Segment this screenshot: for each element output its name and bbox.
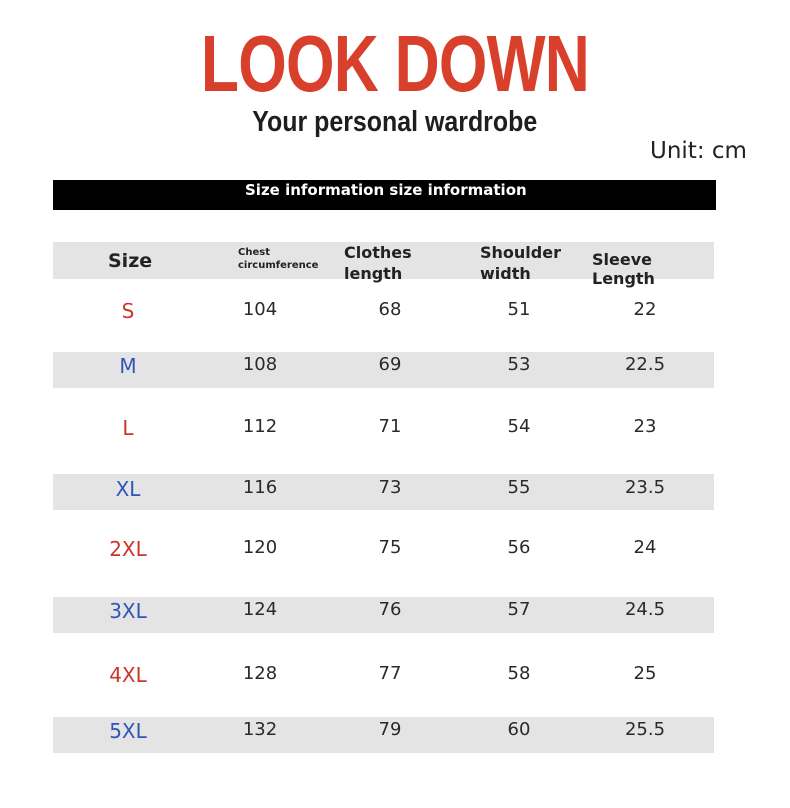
size-cell: XL [115,477,141,501]
brand-subtitle-text: Your personal wardrobe [252,106,538,138]
chest-cell: 124 [242,599,278,620]
header-length [344,242,412,284]
sleeve-cell: 23.5 [624,477,666,498]
size-cell: 4XL [109,663,147,687]
header-chest-line2: circumference [238,260,319,271]
shoulder-cell: 58 [507,663,531,684]
brand-title: LOOK DOWN [200,19,590,108]
header-shoulder-line2: width [480,264,531,283]
banner-text: Size information size information [245,181,527,199]
shoulder-cell: 56 [507,537,531,558]
size-cell: 2XL [109,537,147,561]
sleeve-cell: 25 [633,663,657,684]
chest-cell: 128 [242,663,278,684]
sleeve-cell: 22.5 [624,354,666,375]
sleeve-cell: 22 [633,299,657,320]
length-cell: 68 [378,299,402,320]
shoulder-cell: 57 [507,599,531,620]
table-row [53,597,714,633]
section-banner [53,180,716,210]
header-sleeve: Sleeve Length [592,250,655,288]
chest-cell: 108 [242,354,278,375]
header-length-line2: length [344,264,403,283]
shoulder-cell: 54 [507,416,531,437]
table-row [53,474,714,510]
brand-logo [0,19,790,108]
shoulder-cell: 55 [507,477,531,498]
table-row [53,352,714,388]
length-cell: 73 [378,477,402,498]
table-row [53,296,714,332]
size-cell: M [119,354,137,378]
header-chest [238,246,318,272]
table-header [53,242,714,288]
shoulder-cell: 53 [507,354,531,375]
unit-label: Unit: cm [650,138,747,164]
sleeve-cell: 24.5 [624,599,666,620]
chest-cell: 120 [242,537,278,558]
length-cell: 77 [378,663,402,684]
chest-cell: 104 [242,299,278,320]
size-cell: S [121,299,135,323]
sleeve-cell: 23 [633,416,657,437]
chest-cell: 112 [242,416,278,437]
header-length-line1: Clothes [344,243,412,262]
header-size: Size [108,250,153,272]
table-row [53,717,714,753]
length-cell: 71 [378,416,402,437]
header-shoulder [480,242,561,284]
size-cell: 3XL [109,599,147,623]
table-row [53,660,714,696]
length-cell: 75 [378,537,402,558]
sleeve-cell: 25.5 [624,719,666,740]
brand-subtitle [0,106,790,139]
header-chest-line1: Chest [238,247,270,258]
size-cell: L [122,416,134,440]
length-cell: 76 [378,599,402,620]
shoulder-cell: 51 [507,299,531,320]
shoulder-cell: 60 [507,719,531,740]
header-shoulder-line1: Shoulder [480,243,561,262]
size-cell: 5XL [109,719,147,743]
sleeve-cell: 24 [633,537,657,558]
chest-cell: 116 [242,477,278,498]
length-cell: 79 [378,719,402,740]
table-row [53,414,714,450]
chest-cell: 132 [242,719,278,740]
length-cell: 69 [378,354,402,375]
table-row [53,535,714,571]
